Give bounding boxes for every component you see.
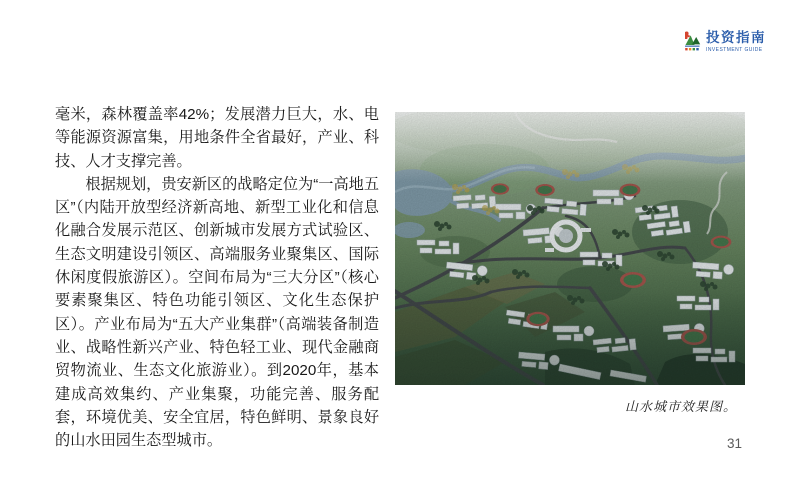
mountain-tree-mark-icon xyxy=(682,30,702,52)
figure-caption: 山水城市效果图。 xyxy=(624,400,737,415)
paragraph: 根据规划，贵安新区的战略定位为“一高地五区”（内陆开放型经济新高地、新型工业化和信息化融合发展示范区、创新城市发展方式试验区、生态文明建设引领区、高端服务业聚集区、国际休闲度假旅游区）。空间布局为“三大分区”（核心要素聚集区、特色功能引领区、文化生态保护区）。产业布局为“五大产业集群”（高端装备制造业、战略性新兴产业、特色轻工业、现代金融商贸物流业、生态文化旅游业）。到2020年，基本建成高效集约、产业集聚，功能完善、服务配套，环境优美、安全宜居，特色鲜明、景象良好的山水田园生态型城市。 xyxy=(55,175,380,450)
logo-title: 投资指南 xyxy=(706,30,766,45)
article-text xyxy=(55,103,379,452)
logo-subtitle: INVESTMENT GUIDE xyxy=(706,47,763,53)
paragraph: 毫米，森林覆盖率42%；发展潜力巨大，水、电等能源资源富集，用地条件全省最好，产业、科技、人才支撑完善。 xyxy=(55,106,379,170)
page-number: 31 xyxy=(727,436,743,451)
city-rendering-figure xyxy=(395,112,745,415)
brand-logo xyxy=(682,30,766,53)
aerial-city-rendering-image xyxy=(395,112,745,385)
